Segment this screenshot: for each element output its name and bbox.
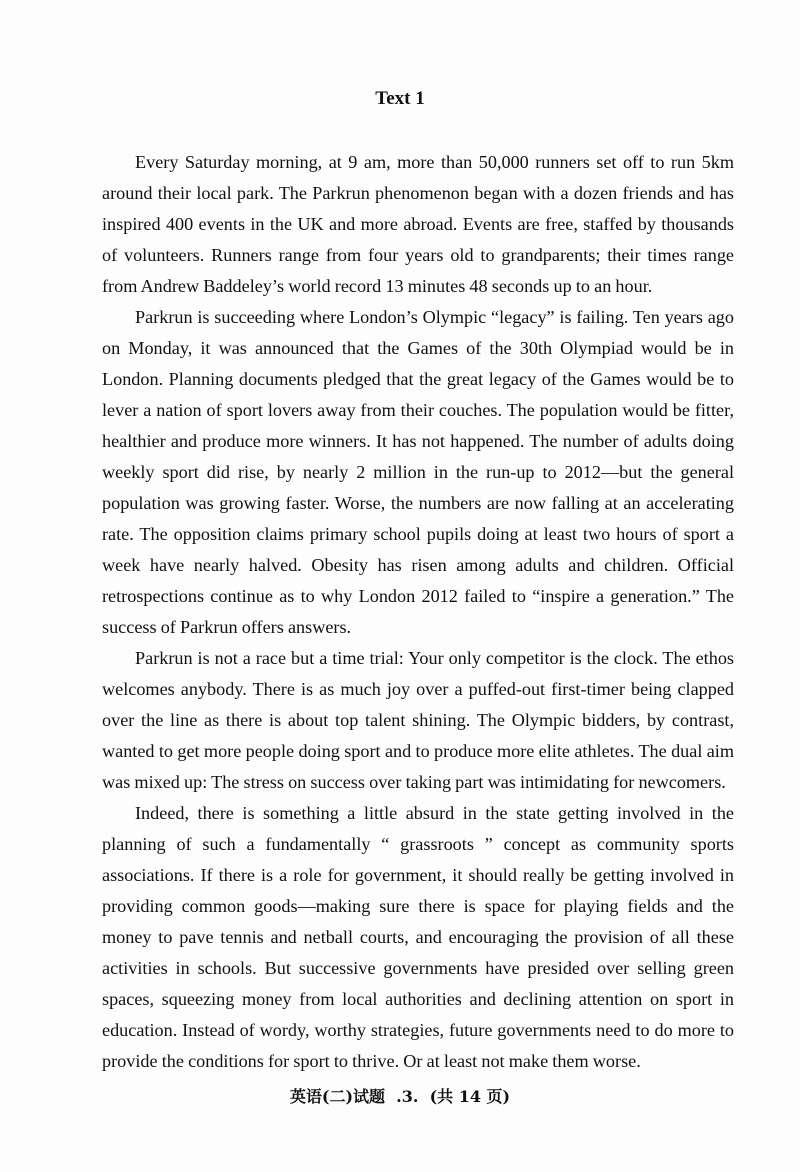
paragraph-2: Parkrun is succeeding where London’s Olympic “legacy” is failing. Ten years ago on Monday, it was announced that the Games of the 30th Olympiad would be in London. Planning documents pledged that the great legacy of the Games would be to lever a nation of sport lovers away from their couches. The population would be fitter, healthier and produce more winners. It has not happened. The number of adults doing weekly sport did rise, by nearly 2 million in the run-up to 2012—but the general population was growing faster. Worse, the numbers are now falling at an accelerating rate. The opposition claims primary school pupils doing at least two hours of sport a week have nearly halved. Obesity has risen among adults and children. Official retrospections continue as to why London 2012 failed to “inspire a generation.” The success of Parkrun offers answers. [102,307,734,637]
paragraph-1: Every Saturday morning, at 9 am, more than 50,000 runners set off to run 5km around their local park. The Parkrun phenomenon began with a dozen friends and has inspired 400 events in the UK and more abroad. Events are free, staffed by thousands of volunteers. Runners range from four years old to grandparents; their times range from Andrew Baddeley’s world record 13 minutes 48 seconds up to an hour. [102,152,734,296]
passage-body [102,147,734,1077]
paragraph-4: Indeed, there is something a little absurd in the state getting involved in the planning of such a fundamentally “ grassroots ” concept as community sports associations. If there is a role for government, it should really be getting involved in providing common goods—making sure there is space for playing fields and the money to pave tennis and netball courts, and encouraging the provision of all these activities in schools. But successive governments have presided over selling green spaces, squeezing money from local authorities and declining attention on sport in education. Instead of wordy, worthy strategies, future governments need to do more to provide the conditions for sport to thrive. Or at least not make them worse. [102,803,734,1071]
page-footer: 英语(二)试题 .3. (共 14 页) [289,1087,511,1106]
paragraph-3: Parkrun is not a race but a time trial: Your only competitor is the clock. The ethos welcomes anybody. There is as much joy over a puffed-out first-timer being clapped over the line as there is about top talent shining. The Olympic bidders, by contrast, wanted to get more people doing sport and to produce more elite athletes. The dual aim was mixed up: The stress on success over taking part was intimidating for newcomers. [102,648,734,792]
text-title: Text 1 [375,88,425,109]
